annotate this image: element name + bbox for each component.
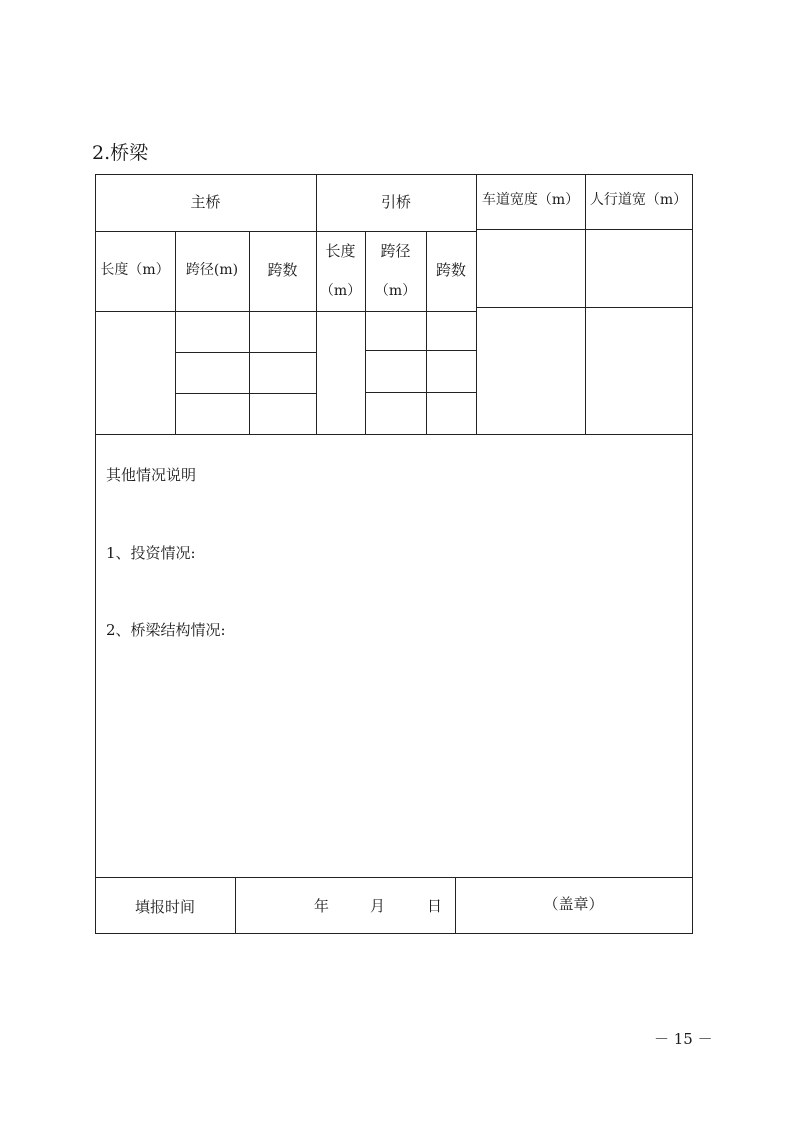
approach-lane-divider [476,174,477,434]
section-title: 2.桥梁 [92,142,149,164]
subheader-divider-left [95,311,476,312]
subheader-approach-span-line2: （m） [374,283,417,299]
main-col-divider-2 [249,231,250,434]
subheader-main-length: 长度（m） [100,262,170,278]
table-bottom-border [95,933,692,934]
footer-divider-1 [235,877,236,933]
header-main-bridge: 主桥 [190,193,221,211]
header-row-divider-left [95,231,476,232]
main-subrow-2 [175,393,316,394]
notes-heading: 其他情况说明 [106,466,197,484]
subheader-approach-span-count: 跨数 [435,261,466,279]
main-approach-divider [316,174,317,434]
subheader-approach-length-line1: 长度 [325,242,356,260]
header-lane-width: 车道宽度（m） [481,192,580,208]
subheader-approach-span-line1: 跨径 [380,242,411,260]
notes-item-structure: 2、桥梁结构情况: [106,621,226,639]
approach-subrow-2 [365,392,476,393]
subheader-main-span: 跨径(m) [185,262,239,278]
page-number: － 15 － [654,1030,713,1048]
approach-col-divider-2 [426,231,427,434]
table-top-border [95,174,692,175]
approach-subrow-1 [365,350,476,351]
fill-year: 年 [314,897,330,915]
subheader-divider-right [476,307,692,308]
subheader-approach-length-line2: （m） [319,283,362,299]
fill-month: 月 [370,897,386,915]
seal-placeholder: （盖章） [543,895,604,913]
table-left-border [95,174,96,934]
table-right-border [692,174,693,934]
fill-time-label: 填报时间 [134,898,195,916]
notes-item-investment: 1、投资情况: [106,544,196,562]
header-row-divider-right [476,229,692,230]
fill-day: 日 [427,897,443,915]
approach-col-divider-1 [365,231,366,434]
data-area-bottom [95,434,692,435]
subheader-main-span-count: 跨数 [267,261,298,279]
header-sidewalk-width: 人行道宽（m） [589,192,688,208]
main-col-divider-1 [175,231,176,434]
lane-sidewalk-divider [585,174,586,434]
notes-bottom [95,877,692,878]
main-subrow-1 [175,352,316,353]
header-approach-bridge: 引桥 [380,193,411,211]
